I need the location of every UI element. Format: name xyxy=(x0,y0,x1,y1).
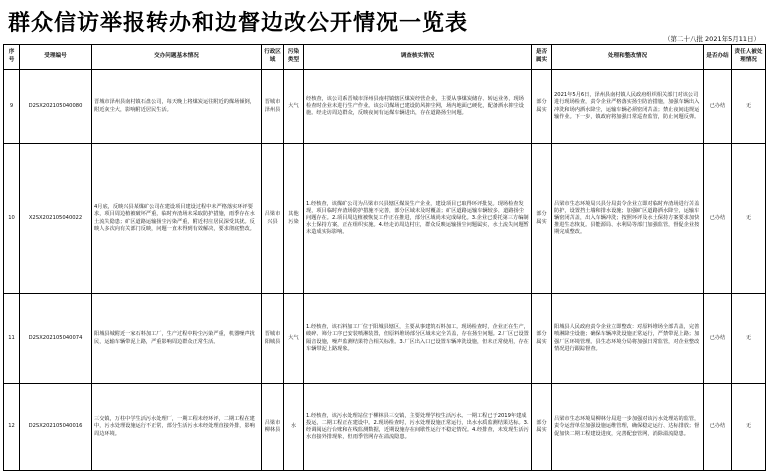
header-handling: 处理和整改情况 xyxy=(552,45,704,70)
row-type: 大气 xyxy=(284,70,304,144)
row-type: 水 xyxy=(284,384,304,471)
row-code: D2SX202105040080 xyxy=(20,70,92,144)
row-investigation: 经核查，该公司系晋城市泽州县南村镇辖区煤炭经营企业，主要从事煤炭储存、转运业务，现场检查时企业未进行生产作业。该公司煤场已建设防风抑尘网，场内地面已硬化，配备洒水抑尘设施。经走访周边群众，反映夜间有运煤车辆进出，存在道路扬尘问题。 xyxy=(304,70,532,144)
batch-info: （第二十八批 2021年5月11日） xyxy=(663,35,760,43)
header-verified: 是否属实 xyxy=(532,45,552,70)
row-no: 12 xyxy=(4,384,20,471)
row-handling: 2021年5月6日，泽州县南村镇人民政府组织相关部门对该公司进行现场检查，责令企业严格落实扬尘防治措施，加强车辆出入冲洗和场内洒水降尘，运输车辆必须密闭苫盖；禁止夜间违规运输作业。下一步，镇政府将加强日常巡查监管，防止问题反弹。 xyxy=(552,70,704,144)
report-table xyxy=(3,44,766,471)
row-verified: 部分属实 xyxy=(532,384,552,471)
row-investigation: 1.经核查，该污水处理站位于柳林县三交镇，主要处理学校生活污水。一期工程已于2019年建成投运，二期工程正在建设中。2.现场检查时，污水处理设施正常运行，出水水质监测结果达标。3.经调阅运行台账和在线监测数据，近期设施存在间歇性运行不稳定情况。4.经排查，未发现生活污水直接外排现象，但雨季管网存在溢流隐患。 xyxy=(304,384,532,471)
row-closed: 已办结 xyxy=(704,384,732,471)
row-accountability: 无 xyxy=(732,384,766,471)
row-investigation: 1.经核查，该煤矿公司为吕梁市兴县辖区煤炭生产企业，建设项目已取得环评批复。现场检查发现，项目临时弃渣场防护措施不完善，部分区域未及时覆盖；矿区道路运输车辆较多，道路扬尘问题存在。2.项目周边植被恢复工作正在推进，部分区域尚未完成绿化。3.企业已委托第三方编制水土保持方案，正在组织实施。4.经走访周边村庄，群众反映运输扬尘问题属实，水土流失问题暂未造成实际影响。 xyxy=(304,144,532,294)
row-handling: 吕梁市生态环境局柳林分局进一步加强对该污水处理站的监管，责令运营单位加强设施运维管理，确保稳定运行、达标排放；督促加快二期工程建设进度，完善配套管网，消除溢流隐患。 xyxy=(552,384,704,471)
header-accountability: 责任人被处理情况 xyxy=(732,45,766,70)
row-verified: 部分属实 xyxy=(532,144,552,294)
row-code: D2SX202105040074 xyxy=(20,294,92,384)
row-accountability: 无 xyxy=(732,294,766,384)
row-handling: 阳城县人民政府责令企业立即整改：对原料堆场全部苫盖，完善喷淋降尘设施；确保车辆冲洗设施正常运行，严禁带泥上路；加强厂区环境管理。县生态环境分局将加强日常监管，对企业整改情况进行跟踪督查。 xyxy=(552,294,704,384)
row-type: 大气 xyxy=(284,294,304,384)
row-code: X2SX202105040022 xyxy=(20,144,92,294)
row-investigation: 1.经核查，该石料加工厂位于阳城县辖区，主要从事建筑石料加工。现场检查时，企业正在生产，破碎、筛分工序已安装喷淋装置，但原料堆场部分区域未完全苫盖，存在扬尘问题。2.厂区已设置隔音设施，噪声监测结果符合相关标准。3.厂区出入口已设置车辆冲洗设施，但未正常使用，存在车辆带泥上路现象。 xyxy=(304,294,532,384)
row-accountability: 无 xyxy=(732,144,766,294)
row-issue: 阳城县城附近一家石料加工厂，生产过程中粉尘污染严重，机器噪声扰民，运输车辆带泥上路，严重影响周边群众正常生活。 xyxy=(92,294,262,384)
table-row xyxy=(4,384,766,471)
row-no: 9 xyxy=(4,70,20,144)
row-region: 晋城市泽州县 xyxy=(262,70,284,144)
header-closed: 是否办结 xyxy=(704,45,732,70)
row-region: 吕梁市兴县 xyxy=(262,144,284,294)
table-row xyxy=(4,294,766,384)
table-header-row xyxy=(4,45,766,70)
table-row xyxy=(4,144,766,294)
header-code: 受理编号 xyxy=(20,45,92,70)
header-investigation: 调查核实情况 xyxy=(304,45,532,70)
header-issue: 交办问题基本情况 xyxy=(92,45,262,70)
row-no: 11 xyxy=(4,294,20,384)
row-issue: 4月底，反映兴县某煤矿公司在建设项目建设过程中未严格落实环评要求，项目周边植被破坏严重，临时弃渣场未采取防护措施，雨季存在水土流失隐患；矿区道路运输扬尘污染严重，附近村庄居民深受其扰。反映人多次向有关部门反映，问题一直未得到有效解决，要求彻底整改。 xyxy=(92,144,262,294)
row-code: D2SX202105040016 xyxy=(20,384,92,471)
row-no: 10 xyxy=(4,144,20,294)
header-type: 污染类型 xyxy=(284,45,304,70)
row-closed: 已办结 xyxy=(704,70,732,144)
row-accountability: 无 xyxy=(732,70,766,144)
row-issue: 晋城市泽州县南村镇石盘公司，每天晚上将煤炭运往附近的煤场倾倒，附近灰尘大，影响附近居民生活。 xyxy=(92,70,262,144)
row-handling: 吕梁市生态环境局兴县分局责令企业立即对临时弃渣场进行苫盖防护，设置挡土墙和排水设施；加强矿区道路洒水降尘，运输车辆密闭苫盖，出入车辆冲洗；按照环评及水土保持方案要求加快推进生态恢复。县能源局、水利局等部门加强监管，督促企业按期完成整改。 xyxy=(552,144,704,294)
row-issue: 三交镇，万柱中学生活污水处理厂，一期工程未经环评，二期工程在建中，污水处理设施运行不正常，部分生活污水未经处理直接外排，影响周边环境。 xyxy=(92,384,262,471)
row-closed: 已办结 xyxy=(704,294,732,384)
row-verified: 部分属实 xyxy=(532,70,552,144)
page-title: 群众信访举报转办和边督边改公开情况一览表 xyxy=(8,11,469,36)
header-no: 序号 xyxy=(4,45,20,70)
header-region: 行政区域 xyxy=(262,45,284,70)
row-type: 其他污染 xyxy=(284,144,304,294)
row-region: 吕梁市柳林县 xyxy=(262,384,284,471)
row-verified: 部分属实 xyxy=(532,294,552,384)
row-closed: 已办结 xyxy=(704,144,732,294)
row-region: 晋城市阳城县 xyxy=(262,294,284,384)
table-row xyxy=(4,70,766,144)
